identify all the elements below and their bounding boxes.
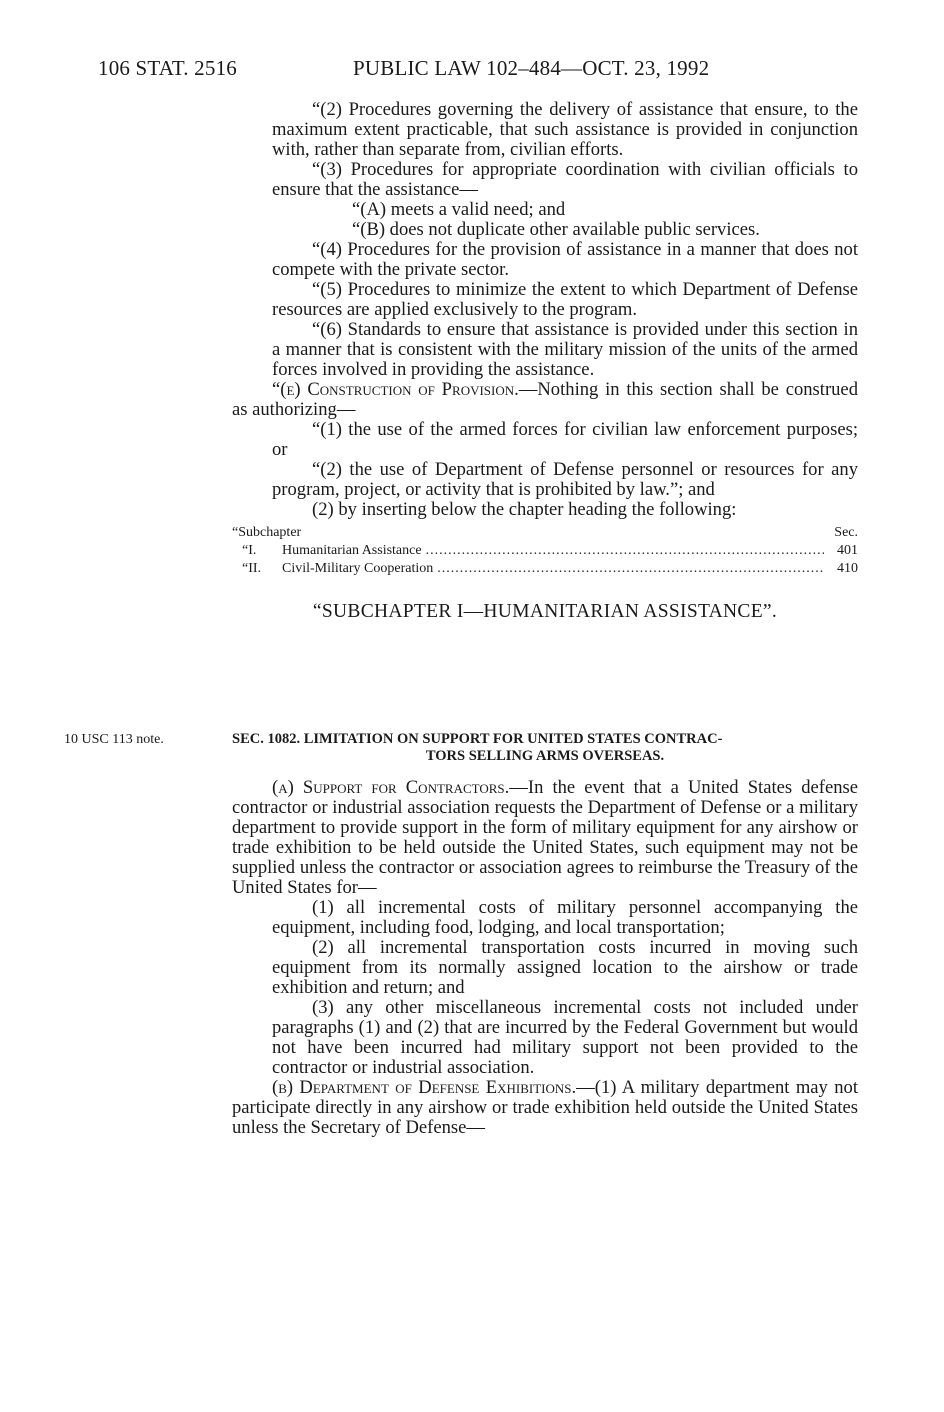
section-heading-line-1: SEC. 1082. LIMITATION ON SUPPORT FOR UNITED STATES CONTRAC- — [232, 731, 723, 747]
toc-header — [232, 524, 858, 542]
paragraph-4: “(4) Procedures for the provision of assistance in a manner that does not compete with the private sector. — [272, 239, 858, 280]
toc-row-label: Civil-Military Cooperation — [282, 561, 434, 576]
paragraph-insert: (2) by inserting below the chapter heading the following: — [312, 499, 737, 520]
paragraph-e-heading: “(e) Construction of Provision. — [272, 379, 519, 400]
paragraph-b — [232, 1078, 858, 1138]
paragraph-6: “(6) Standards to ensure that assistance is provided under this section in a manner that is consistent with the military mission of the units of the armed forces involved in providing the assistance. — [272, 319, 858, 380]
toc-row-section: 401 — [837, 543, 858, 558]
paragraph-3a: “(A) meets a valid need; and — [352, 199, 566, 220]
paragraph-a-heading: (a) Support for Contractors. — [272, 777, 510, 798]
margin-note: 10 USC 113 note. — [64, 732, 164, 747]
paragraph-a3: (3) any other miscellaneous incremental costs not included under paragraphs (1) and (2) that are incurred by the Federal Government but would not have been incurred had military support not been provided to the contractor or industrial association. — [272, 997, 858, 1078]
subchapter-table — [232, 524, 858, 578]
toc-row — [232, 542, 858, 560]
paragraph-b-heading: (b) Department of Defense Exhibitions. — [272, 1077, 577, 1098]
paragraph-a1: (1) all incremental costs of military personnel accompanying the equipment, including food, lodging, and local transportation; — [272, 897, 858, 938]
toc-row — [232, 560, 858, 578]
paragraph-b-text: —(1) A military department may not participate directly in any airshow or trade exhibition held outside the United States unless the Secretary of Defense— — [232, 1077, 858, 1138]
toc-leader-dots — [426, 542, 824, 560]
stat-citation: 106 STAT. 2516 — [98, 56, 237, 80]
paragraph-3b: “(B) does not duplicate other available public services. — [352, 219, 760, 240]
toc-col-sec: Sec. — [834, 525, 858, 540]
content-block-1 — [232, 100, 858, 622]
page-title: PUBLIC LAW 102–484—OCT. 23, 1992 — [353, 56, 710, 80]
paragraph-e2: “(2) the use of Department of Defense personnel or resources for any program, project, or activity that is prohibited by law.”; and — [272, 459, 858, 500]
paragraph-3: “(3) Procedures for appropriate coordination with civilian officials to ensure that the assistance— — [272, 159, 858, 200]
toc-leader-dots — [437, 560, 824, 578]
toc-row-section: 410 — [837, 561, 858, 576]
paragraph-a2: (2) all incremental transportation costs incurred in moving such equipment from its normally assigned location to the airshow or trade exhibition and return; and — [272, 937, 858, 998]
section-heading — [232, 731, 858, 765]
paragraph-a-text: —In the event that a United States defense contractor or industrial association requests the Department of Defense or a military department to provide support in the form of military equipment for any airshow or trade exhibition to be held outside the United States, such equipment may not be supplied unless the contractor or association agrees to reimburse the Treasury of the United States for— — [232, 777, 858, 898]
toc-row-label: Humanitarian Assistance — [282, 543, 422, 558]
paragraph-a — [232, 778, 858, 898]
paragraph-e-text: —Nothing in this section shall be construed as authorizing— — [232, 379, 858, 420]
paragraph-2: “(2) Procedures governing the delivery of assistance that ensure, to the maximum extent practicable, that such assistance is provided in conjunction with, rather than separate from, civilian efforts. — [272, 99, 858, 160]
paragraph-e1: “(1) the use of the armed forces for civilian law enforcement purposes; or — [272, 419, 858, 460]
paragraph-5: “(5) Procedures to minimize the extent to which Department of Defense resources are applied exclusively to the program. — [272, 279, 858, 320]
content-block-2 — [232, 731, 858, 1138]
toc-row-number: “II. — [242, 561, 262, 576]
paragraph-e — [232, 380, 858, 420]
toc-row-number: “I. — [242, 543, 257, 558]
subchapter-heading: “SUBCHAPTER I—HUMANITARIAN ASSISTANCE”. — [312, 601, 778, 622]
section-heading-line-2: TORS SELLING ARMS OVERSEAS. — [425, 748, 665, 764]
toc-col-subchapter: “Subchapter — [232, 525, 302, 540]
